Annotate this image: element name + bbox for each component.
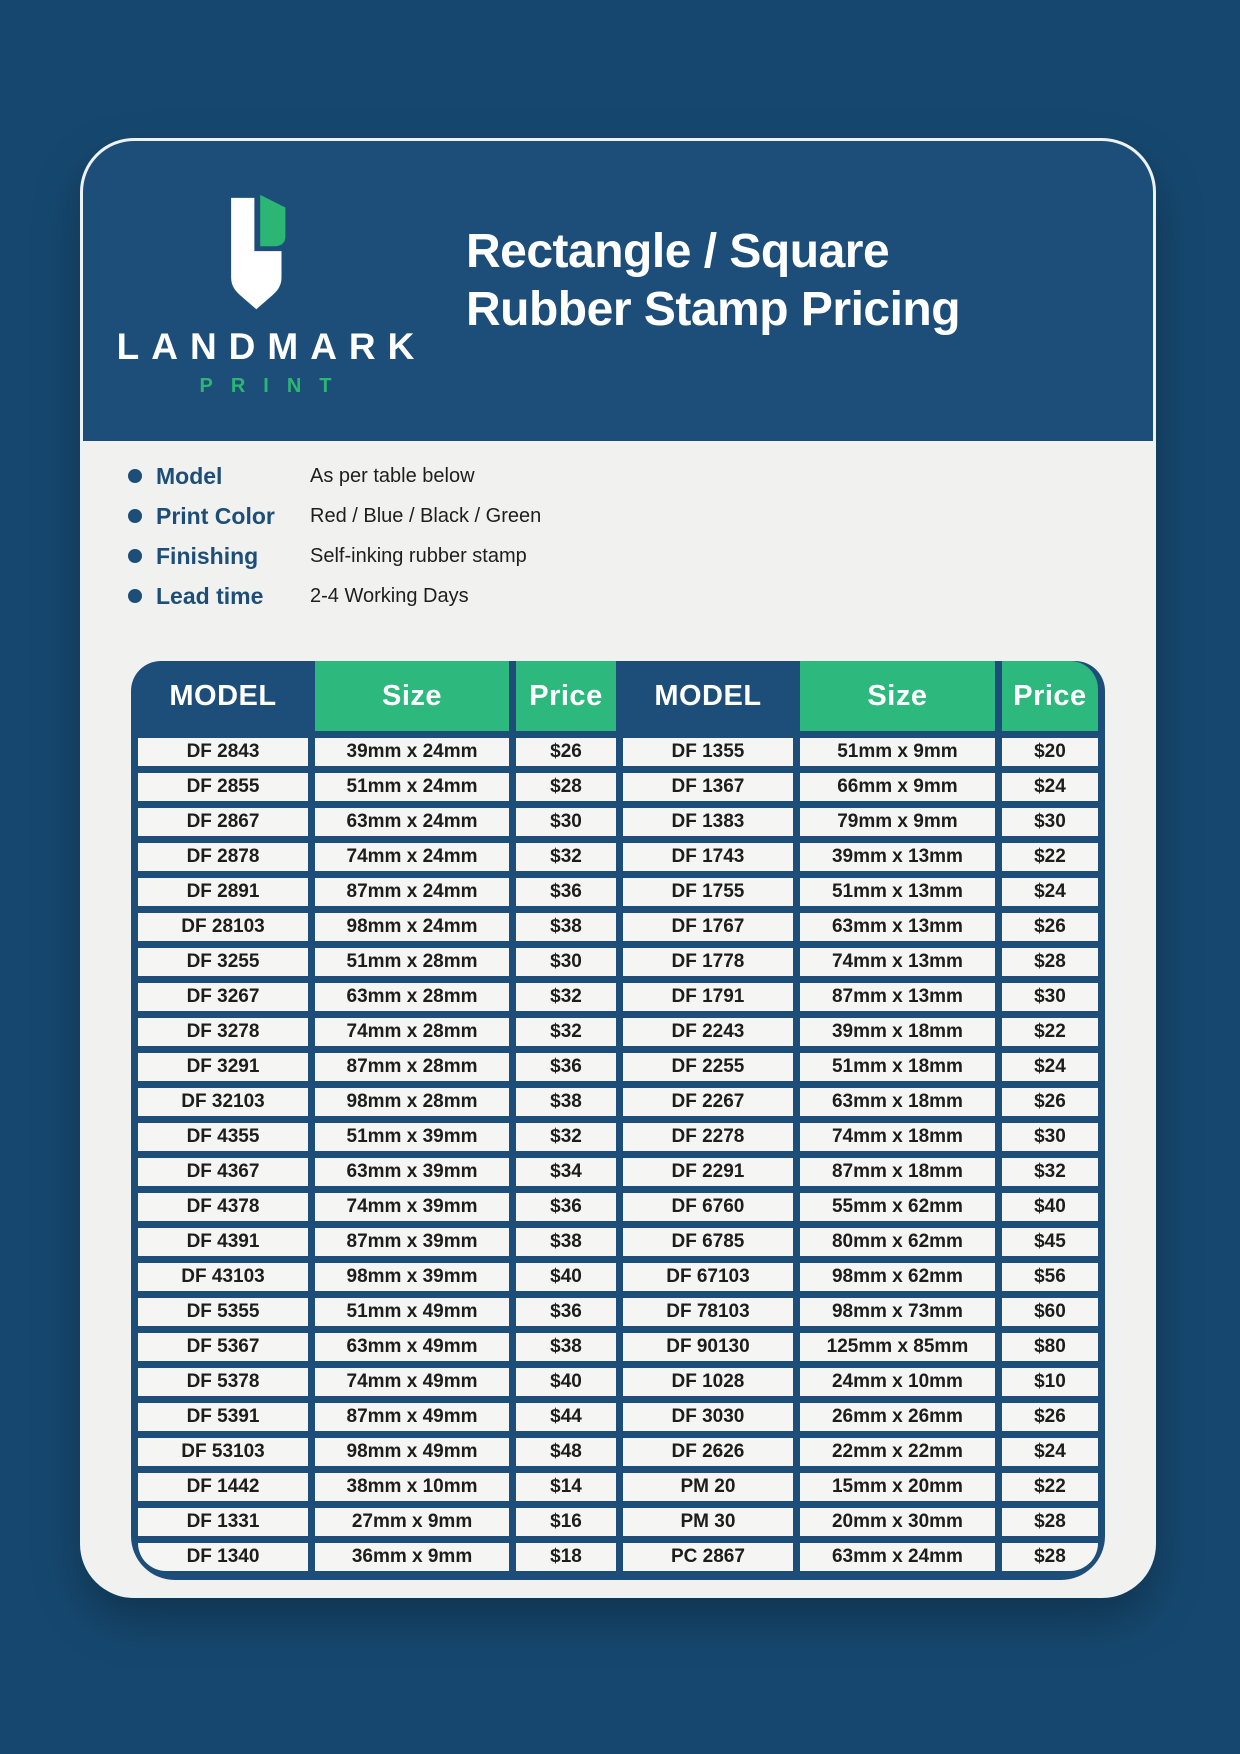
- left-table-price-cell: $14: [516, 1473, 616, 1501]
- spec-row-finishing: [128, 536, 1153, 576]
- right-table-size-cell: 63mm x 13mm: [800, 913, 995, 941]
- left-table-model-cell: DF 4355: [138, 1123, 308, 1151]
- left-table-model-cell: DF 5391: [138, 1403, 308, 1431]
- right-table-size-cell: 22mm x 22mm: [800, 1438, 995, 1466]
- left-table-size-cell: 87mm x 28mm: [315, 1053, 509, 1081]
- right-table-price-cell: $60: [1002, 1298, 1098, 1326]
- right-table-model-cell: DF 1355: [623, 738, 793, 766]
- right-table-size-cell: 39mm x 13mm: [800, 843, 995, 871]
- left-table-model-cell: DF 2867: [138, 808, 308, 836]
- right-table-model-cell: DF 90130: [623, 1333, 793, 1361]
- right-table-model-cell: DF 1367: [623, 773, 793, 801]
- left-table-price-cell: $38: [516, 913, 616, 941]
- right-table-model-cell: DF 2626: [623, 1438, 793, 1466]
- column-header-model-left: MODEL: [169, 679, 277, 712]
- right-table-price-cell: $22: [1002, 1018, 1098, 1046]
- right-table-size-cell: 63mm x 18mm: [800, 1088, 995, 1116]
- left-table-price-cell: $40: [516, 1263, 616, 1291]
- right-table-price-cell: $40: [1002, 1193, 1098, 1221]
- right-table-size-cell: 80mm x 62mm: [800, 1228, 995, 1256]
- column-header-price-left: Price: [516, 661, 616, 731]
- column-header-price-right: Price: [1002, 661, 1098, 731]
- left-table-price-cell: $36: [516, 878, 616, 906]
- right-table-price-cell: $24: [1002, 878, 1098, 906]
- left-table-price-cell: $38: [516, 1088, 616, 1116]
- landmark-logo-icon: [215, 192, 317, 318]
- right-table-price-cell: $28: [1002, 948, 1098, 976]
- left-table-size-cell: 74mm x 28mm: [315, 1018, 509, 1046]
- right-table-model-cell: DF 6760: [623, 1193, 793, 1221]
- right-table-model-cell: DF 1778: [623, 948, 793, 976]
- right-table-price-cell: $80: [1002, 1333, 1098, 1361]
- left-table-price-cell: $32: [516, 843, 616, 871]
- page-title-line2: Rubber Stamp Pricing: [466, 283, 961, 336]
- left-table-size-cell: 63mm x 49mm: [315, 1333, 509, 1361]
- left-table-model-cell: DF 5378: [138, 1368, 308, 1396]
- left-table-model-cell: DF 4391: [138, 1228, 308, 1256]
- bullet-icon: [128, 589, 142, 603]
- right-table-model-cell: PM 20: [623, 1473, 793, 1501]
- right-table-price-cell: $10: [1002, 1368, 1098, 1396]
- right-table-model-cell: DF 2243: [623, 1018, 793, 1046]
- right-table-price-cell: $20: [1002, 738, 1098, 766]
- left-table-model-cell: DF 3278: [138, 1018, 308, 1046]
- page-title: [466, 223, 960, 339]
- right-table-price-cell: $22: [1002, 1473, 1098, 1501]
- left-table-model-cell: DF 2855: [138, 773, 308, 801]
- left-table-price-cell: $30: [516, 948, 616, 976]
- right-table-size-cell: 15mm x 20mm: [800, 1473, 995, 1501]
- left-table-model-cell: DF 1340: [138, 1543, 308, 1571]
- specs-list: [83, 441, 1153, 616]
- right-table-size-cell: 51mm x 13mm: [800, 878, 995, 906]
- spec-label: Print Color: [156, 502, 275, 529]
- right-table-price-cell: $24: [1002, 773, 1098, 801]
- left-table-price-cell: $36: [516, 1053, 616, 1081]
- left-table-model-cell: DF 5355: [138, 1298, 308, 1326]
- right-table-size-cell: 66mm x 9mm: [800, 773, 995, 801]
- pricing-table: [131, 661, 1105, 1580]
- column-header-size-left: Size: [315, 661, 509, 731]
- right-table-size-cell: 74mm x 13mm: [800, 948, 995, 976]
- bullet-icon: [128, 469, 142, 483]
- left-table-price-cell: $34: [516, 1158, 616, 1186]
- right-table-model-cell: DF 2255: [623, 1053, 793, 1081]
- right-table-model-cell: DF 1383: [623, 808, 793, 836]
- left-table-size-cell: 98mm x 49mm: [315, 1438, 509, 1466]
- spec-row-model: [128, 456, 1153, 496]
- right-table-price-cell: $26: [1002, 913, 1098, 941]
- right-table-size-cell: 87mm x 13mm: [800, 983, 995, 1011]
- left-table-price-cell: $48: [516, 1438, 616, 1466]
- right-table-size-cell: 20mm x 30mm: [800, 1508, 995, 1536]
- right-table-size-cell: 74mm x 18mm: [800, 1123, 995, 1151]
- left-table-size-cell: 98mm x 39mm: [315, 1263, 509, 1291]
- left-table-model-cell: DF 2843: [138, 738, 308, 766]
- left-table-price-cell: $18: [516, 1543, 616, 1571]
- right-table-model-cell: DF 1755: [623, 878, 793, 906]
- left-table-price-cell: $36: [516, 1193, 616, 1221]
- brand-logo: [83, 154, 448, 398]
- right-table-size-cell: 87mm x 18mm: [800, 1158, 995, 1186]
- right-table-model-cell: DF 2267: [623, 1088, 793, 1116]
- left-table-model-cell: DF 3255: [138, 948, 308, 976]
- right-table-size-cell: 63mm x 24mm: [800, 1543, 995, 1571]
- left-table-price-cell: $26: [516, 738, 616, 766]
- left-table-size-cell: 74mm x 49mm: [315, 1368, 509, 1396]
- left-table-price-cell: $32: [516, 1123, 616, 1151]
- spec-row-lead-time: [128, 576, 1153, 616]
- spec-label: Lead time: [156, 582, 264, 609]
- left-table-size-cell: 74mm x 39mm: [315, 1193, 509, 1221]
- bullet-icon: [128, 549, 142, 563]
- right-table-price-cell: $22: [1002, 843, 1098, 871]
- right-table-size-cell: 24mm x 10mm: [800, 1368, 995, 1396]
- right-table-model-cell: DF 3030: [623, 1403, 793, 1431]
- left-table-size-cell: 87mm x 39mm: [315, 1228, 509, 1256]
- right-table-size-cell: 39mm x 18mm: [800, 1018, 995, 1046]
- right-table-price-cell: $28: [1002, 1543, 1098, 1571]
- left-table-model-cell: DF 43103: [138, 1263, 308, 1291]
- right-table-model-cell: DF 78103: [623, 1298, 793, 1326]
- left-table-price-cell: $16: [516, 1508, 616, 1536]
- bullet-icon: [128, 509, 142, 523]
- right-table-model-cell: DF 67103: [623, 1263, 793, 1291]
- left-table-size-cell: 63mm x 28mm: [315, 983, 509, 1011]
- spec-value: 2-4 Working Days: [310, 584, 469, 607]
- left-table-size-cell: 98mm x 28mm: [315, 1088, 509, 1116]
- right-table-size-cell: 26mm x 26mm: [800, 1403, 995, 1431]
- left-table-size-cell: 87mm x 49mm: [315, 1403, 509, 1431]
- right-table-size-cell: 51mm x 18mm: [800, 1053, 995, 1081]
- right-table-price-cell: $32: [1002, 1158, 1098, 1186]
- left-table-model-cell: DF 1331: [138, 1508, 308, 1536]
- left-table-size-cell: 51mm x 49mm: [315, 1298, 509, 1326]
- left-table-size-cell: 63mm x 39mm: [315, 1158, 509, 1186]
- right-table-price-cell: $45: [1002, 1228, 1098, 1256]
- right-table-price-cell: $24: [1002, 1053, 1098, 1081]
- right-table-model-cell: DF 1028: [623, 1368, 793, 1396]
- spec-label: Finishing: [156, 542, 259, 569]
- left-table-price-cell: $40: [516, 1368, 616, 1396]
- left-table-model-cell: DF 5367: [138, 1333, 308, 1361]
- left-table-size-cell: 27mm x 9mm: [315, 1508, 509, 1536]
- left-table-model-cell: DF 2891: [138, 878, 308, 906]
- right-table-price-cell: $30: [1002, 808, 1098, 836]
- left-table-price-cell: $32: [516, 1018, 616, 1046]
- card-header: [83, 141, 1153, 441]
- left-table-price-cell: $38: [516, 1228, 616, 1256]
- right-table-price-cell: $26: [1002, 1088, 1098, 1116]
- spec-value: As per table below: [310, 464, 475, 487]
- left-table-model-cell: DF 4378: [138, 1193, 308, 1221]
- column-header-model-right: MODEL: [654, 679, 762, 712]
- left-table-price-cell: $44: [516, 1403, 616, 1431]
- right-table-size-cell: 125mm x 85mm: [800, 1333, 995, 1361]
- left-table-size-cell: 63mm x 24mm: [315, 808, 509, 836]
- page-title-line1: Rectangle / Square: [466, 225, 890, 278]
- right-table-model-cell: DF 6785: [623, 1228, 793, 1256]
- brand-name: LANDMARK: [116, 326, 427, 367]
- left-table-price-cell: $28: [516, 773, 616, 801]
- left-table-size-cell: 38mm x 10mm: [315, 1473, 509, 1501]
- left-table-model-cell: DF 3267: [138, 983, 308, 1011]
- left-table-model-cell: DF 3291: [138, 1053, 308, 1081]
- left-table-price-cell: $38: [516, 1333, 616, 1361]
- right-table-price-cell: $26: [1002, 1403, 1098, 1431]
- left-table-model-cell: DF 1442: [138, 1473, 308, 1501]
- left-table-size-cell: 87mm x 24mm: [315, 878, 509, 906]
- spec-value: Self-inking rubber stamp: [310, 544, 527, 567]
- right-table-model-cell: PM 30: [623, 1508, 793, 1536]
- left-table-size-cell: 98mm x 24mm: [315, 913, 509, 941]
- right-table-model-cell: DF 1791: [623, 983, 793, 1011]
- left-table-size-cell: 74mm x 24mm: [315, 843, 509, 871]
- left-table-price-cell: $36: [516, 1298, 616, 1326]
- right-table-price-cell: $24: [1002, 1438, 1098, 1466]
- right-table-size-cell: 98mm x 62mm: [800, 1263, 995, 1291]
- left-table-model-cell: DF 53103: [138, 1438, 308, 1466]
- right-table-size-cell: 51mm x 9mm: [800, 738, 995, 766]
- left-table-size-cell: 51mm x 24mm: [315, 773, 509, 801]
- right-table-price-cell: $30: [1002, 983, 1098, 1011]
- left-table-price-cell: $32: [516, 983, 616, 1011]
- right-table-model-cell: DF 1767: [623, 913, 793, 941]
- brand-subtitle: PRINT: [199, 375, 350, 397]
- right-table-model-cell: DF 2278: [623, 1123, 793, 1151]
- left-table-size-cell: 51mm x 39mm: [315, 1123, 509, 1151]
- left-table-size-cell: 36mm x 9mm: [315, 1543, 509, 1571]
- right-table-model-cell: PC 2867: [623, 1543, 793, 1571]
- right-table-size-cell: 98mm x 73mm: [800, 1298, 995, 1326]
- right-table-price-cell: $30: [1002, 1123, 1098, 1151]
- right-table-size-cell: 79mm x 9mm: [800, 808, 995, 836]
- left-table-model-cell: DF 28103: [138, 913, 308, 941]
- left-table-size-cell: 39mm x 24mm: [315, 738, 509, 766]
- left-table-model-cell: DF 32103: [138, 1088, 308, 1116]
- right-table-price-cell: $56: [1002, 1263, 1098, 1291]
- right-table-size-cell: 55mm x 62mm: [800, 1193, 995, 1221]
- spec-label: Model: [156, 462, 223, 489]
- left-table-model-cell: DF 4367: [138, 1158, 308, 1186]
- right-table-price-cell: $28: [1002, 1508, 1098, 1536]
- spec-value: Red / Blue / Black / Green: [310, 504, 542, 527]
- left-table-size-cell: 51mm x 28mm: [315, 948, 509, 976]
- spec-row-print-color: [128, 496, 1153, 536]
- left-table-price-cell: $30: [516, 808, 616, 836]
- right-table-model-cell: DF 2291: [623, 1158, 793, 1186]
- pricing-card: [80, 138, 1156, 1598]
- left-table-model-cell: DF 2878: [138, 843, 308, 871]
- right-table-model-cell: DF 1743: [623, 843, 793, 871]
- column-header-size-right: Size: [800, 661, 995, 731]
